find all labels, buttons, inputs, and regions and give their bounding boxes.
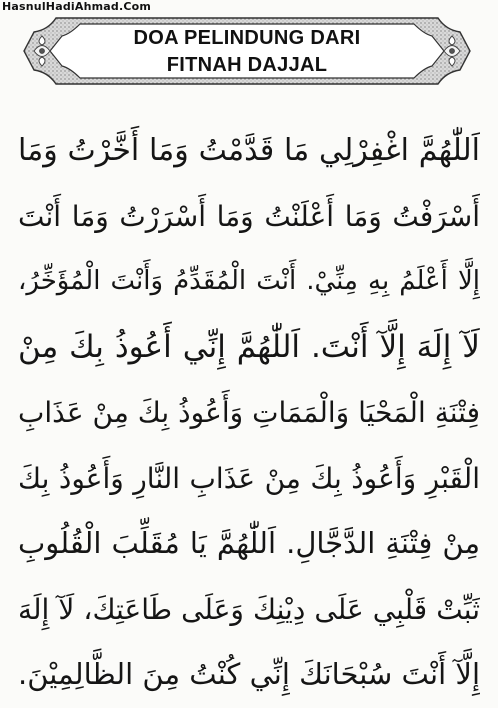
title-line-1: DOA PELINDUNG DARI bbox=[133, 27, 361, 49]
watermark-text: HasnulHadiAhmad.Com bbox=[2, 0, 152, 13]
prayer-line: ثَبِّتْ قَلْبِي عَلَى دِيْنِكَ وَعَلَى طَاعَتِكَ، لَآ إِلَهَ bbox=[18, 592, 480, 626]
prayer-line: إِلَّآ أَنْتَ سُبْحَانَكَ إِنِّي كُنْتُ مِنَ الظَّالِمِيْنَ. bbox=[18, 657, 480, 691]
prayer-line: اَللّٰهُمَّ اغْفِرْلِي مَا قَدَّمْتُ وَمَا أَخَّرْتُ وَمَا bbox=[18, 133, 480, 168]
title-banner bbox=[20, 14, 474, 88]
prayer-line: الْقَبْرِ وَأَعُوذُ بِكَ مِنْ عَذَابِ النَّارِ وَأَعُوذُ بِكَ bbox=[18, 461, 480, 495]
title-line-2: FITNAH DAJJAL bbox=[166, 54, 328, 76]
prayer-line: لَآ إِلَهَ إِلَّآ أَنْتَ. اَللّٰهُمَّ إِنِّي أَعُوذُ بِكَ مِنْ bbox=[18, 328, 480, 365]
prayer-text-block bbox=[18, 118, 480, 708]
prayer-line: مِنْ فِتْنَةِ الدَّجَّالِ. اَللّٰهُمَّ يَا مُقَلِّبَ الْقُلُوبِ bbox=[18, 526, 480, 560]
prayer-line: إِلَّا أَعْلَمُ بِهِ مِنِّيْ. أَنْتَ الْمُقَدِّمُ وَأَنْتَ الْمُؤَخِّرُ، bbox=[18, 266, 480, 296]
page-title bbox=[20, 25, 474, 79]
prayer-line: أَسْرَفْتُ وَمَا أَعْلَنْتُ وَمَا أَسْرَرْتُ وَمَا أَنْتَ bbox=[18, 199, 480, 233]
prayer-line: فِتْنَةِ الْمَحْيَا وَالْمَمَاتِ وَأَعُوذُ بِكَ مِنْ عَذَابِ bbox=[18, 396, 480, 429]
